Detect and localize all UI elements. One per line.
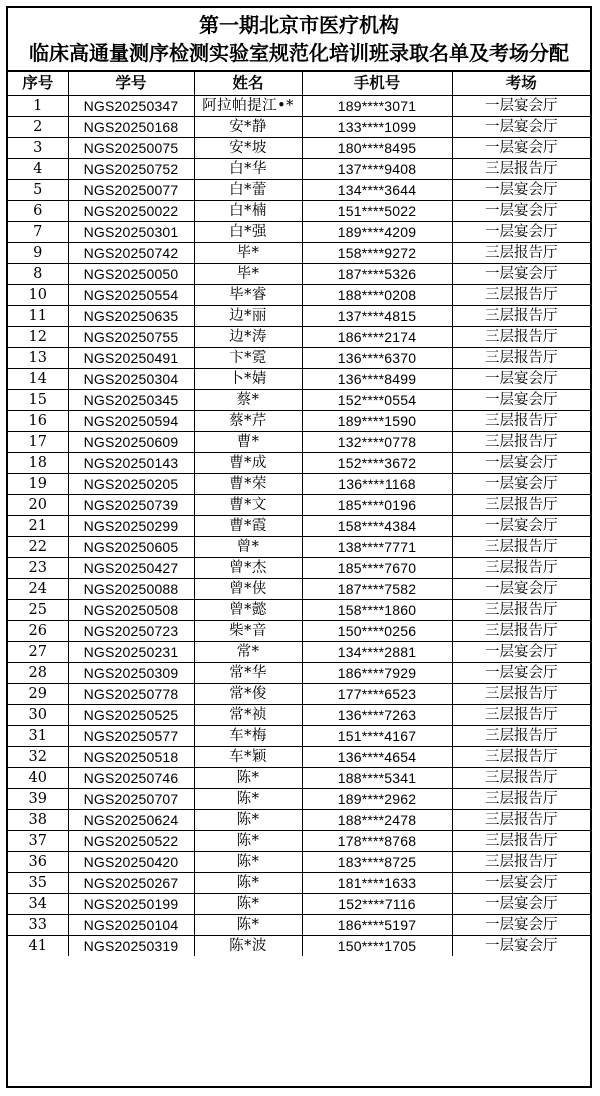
cell-name: 陈* <box>194 809 302 830</box>
cell-student-id: NGS20250319 <box>68 935 194 956</box>
cell-student-id: NGS20250723 <box>68 620 194 641</box>
cell-phone: 177****6523 <box>302 683 452 704</box>
cell-no: 40 <box>8 767 68 788</box>
cell-phone: 185****0196 <box>302 494 452 515</box>
table-row <box>8 452 590 473</box>
cell-no: 34 <box>8 893 68 914</box>
cell-name: 白*蕾 <box>194 179 302 200</box>
table-row <box>8 536 590 557</box>
cell-no: 23 <box>8 557 68 578</box>
cell-no: 7 <box>8 221 68 242</box>
table-row <box>8 389 590 410</box>
cell-no: 31 <box>8 725 68 746</box>
cell-student-id: NGS20250577 <box>68 725 194 746</box>
cell-student-id: NGS20250522 <box>68 830 194 851</box>
cell-no: 27 <box>8 641 68 662</box>
cell-phone: 158****4384 <box>302 515 452 536</box>
cell-phone: 136****7263 <box>302 704 452 725</box>
cell-room: 三层报告厅 <box>452 431 590 452</box>
cell-name: 曹*文 <box>194 494 302 515</box>
cell-student-id: NGS20250605 <box>68 536 194 557</box>
cell-no: 2 <box>8 116 68 137</box>
table-row <box>8 767 590 788</box>
cell-room: 一层宴会厅 <box>452 872 590 893</box>
cell-phone: 158****9272 <box>302 242 452 263</box>
cell-no: 28 <box>8 662 68 683</box>
cell-student-id: NGS20250420 <box>68 851 194 872</box>
cell-room: 三层报告厅 <box>452 725 590 746</box>
table-row <box>8 200 590 221</box>
table-row <box>8 347 590 368</box>
cell-room: 一层宴会厅 <box>452 578 590 599</box>
cell-no: 24 <box>8 578 68 599</box>
cell-name: 常* <box>194 641 302 662</box>
cell-name: 边*丽 <box>194 305 302 326</box>
title-line-2: 临床高通量测序检测实验室规范化培训班录取名单及考场分配 <box>29 41 569 65</box>
cell-no: 10 <box>8 284 68 305</box>
cell-student-id: NGS20250508 <box>68 599 194 620</box>
table-row <box>8 620 590 641</box>
table-row <box>8 326 590 347</box>
cell-phone: 186****2174 <box>302 326 452 347</box>
cell-no: 32 <box>8 746 68 767</box>
cell-name: 柴*音 <box>194 620 302 641</box>
cell-room: 一层宴会厅 <box>452 515 590 536</box>
table-row <box>8 95 590 116</box>
cell-phone: 150****1705 <box>302 935 452 956</box>
cell-room: 三层报告厅 <box>452 830 590 851</box>
cell-name: 边*涛 <box>194 326 302 347</box>
cell-room: 三层报告厅 <box>452 284 590 305</box>
cell-room: 三层报告厅 <box>452 599 590 620</box>
cell-student-id: NGS20250077 <box>68 179 194 200</box>
cell-phone: 137****4815 <box>302 305 452 326</box>
cell-no: 3 <box>8 137 68 158</box>
cell-phone: 136****6370 <box>302 347 452 368</box>
cell-no: 5 <box>8 179 68 200</box>
cell-room: 三层报告厅 <box>452 704 590 725</box>
cell-no: 8 <box>8 263 68 284</box>
table-row <box>8 410 590 431</box>
cell-phone: 132****0778 <box>302 431 452 452</box>
cell-name: 白*强 <box>194 221 302 242</box>
cell-phone: 152****0554 <box>302 389 452 410</box>
cell-student-id: NGS20250299 <box>68 515 194 536</box>
table-row <box>8 263 590 284</box>
cell-name: 毕*睿 <box>194 284 302 305</box>
table-row <box>8 893 590 914</box>
cell-name: 常*祯 <box>194 704 302 725</box>
cell-phone: 185****7670 <box>302 557 452 578</box>
cell-phone: 188****2478 <box>302 809 452 830</box>
header-name: 姓名 <box>194 72 302 95</box>
cell-student-id: NGS20250143 <box>68 452 194 473</box>
cell-student-id: NGS20250594 <box>68 410 194 431</box>
cell-no: 17 <box>8 431 68 452</box>
cell-name: 白*华 <box>194 158 302 179</box>
header-phone: 手机号 <box>302 72 452 95</box>
cell-phone: 150****0256 <box>302 620 452 641</box>
cell-student-id: NGS20250525 <box>68 704 194 725</box>
cell-room: 一层宴会厅 <box>452 893 590 914</box>
cell-no: 39 <box>8 788 68 809</box>
cell-room: 三层报告厅 <box>452 557 590 578</box>
cell-room: 三层报告厅 <box>452 851 590 872</box>
roster-sheet <box>6 6 592 1088</box>
cell-student-id: NGS20250635 <box>68 305 194 326</box>
table-row <box>8 641 590 662</box>
cell-no: 36 <box>8 851 68 872</box>
table-row <box>8 788 590 809</box>
cell-name: 车*梅 <box>194 725 302 746</box>
cell-room: 三层报告厅 <box>452 620 590 641</box>
cell-no: 19 <box>8 473 68 494</box>
header-student-id: 学号 <box>68 72 194 95</box>
cell-phone: 181****1633 <box>302 872 452 893</box>
cell-name: 陈* <box>194 830 302 851</box>
cell-phone: 133****1099 <box>302 116 452 137</box>
table-row <box>8 599 590 620</box>
cell-room: 一层宴会厅 <box>452 389 590 410</box>
cell-student-id: NGS20250050 <box>68 263 194 284</box>
cell-student-id: NGS20250752 <box>68 158 194 179</box>
cell-room: 三层报告厅 <box>452 158 590 179</box>
cell-room: 一层宴会厅 <box>452 263 590 284</box>
cell-room: 一层宴会厅 <box>452 116 590 137</box>
cell-name: 曾* <box>194 536 302 557</box>
table-row <box>8 578 590 599</box>
cell-phone: 189****1590 <box>302 410 452 431</box>
cell-student-id: NGS20250304 <box>68 368 194 389</box>
table-row <box>8 914 590 935</box>
cell-name: 曹*霞 <box>194 515 302 536</box>
cell-student-id: NGS20250267 <box>68 872 194 893</box>
title-line-1: 第一期北京市医疗机构 <box>199 13 399 37</box>
cell-no: 14 <box>8 368 68 389</box>
cell-phone: 187****5326 <box>302 263 452 284</box>
cell-room: 三层报告厅 <box>452 326 590 347</box>
cell-name: 曹*荣 <box>194 473 302 494</box>
cell-student-id: NGS20250309 <box>68 662 194 683</box>
cell-no: 29 <box>8 683 68 704</box>
cell-room: 一层宴会厅 <box>452 452 590 473</box>
cell-phone: 158****1860 <box>302 599 452 620</box>
cell-room: 三层报告厅 <box>452 746 590 767</box>
cell-student-id: NGS20250231 <box>68 641 194 662</box>
cell-no: 25 <box>8 599 68 620</box>
table-row <box>8 830 590 851</box>
table-row <box>8 809 590 830</box>
cell-student-id: NGS20250491 <box>68 347 194 368</box>
cell-phone: 151****4167 <box>302 725 452 746</box>
table-row <box>8 242 590 263</box>
cell-student-id: NGS20250624 <box>68 809 194 830</box>
cell-no: 37 <box>8 830 68 851</box>
table-row <box>8 515 590 536</box>
cell-room: 一层宴会厅 <box>452 473 590 494</box>
cell-name: 毕* <box>194 242 302 263</box>
cell-phone: 189****2962 <box>302 788 452 809</box>
table-row <box>8 704 590 725</box>
table-row <box>8 935 590 956</box>
cell-room: 一层宴会厅 <box>452 368 590 389</box>
cell-no: 26 <box>8 620 68 641</box>
table-row <box>8 116 590 137</box>
cell-student-id: NGS20250427 <box>68 557 194 578</box>
cell-no: 35 <box>8 872 68 893</box>
cell-name: 陈* <box>194 893 302 914</box>
document-title <box>8 8 590 72</box>
cell-room: 一层宴会厅 <box>452 200 590 221</box>
table-row <box>8 473 590 494</box>
cell-phone: 134****2881 <box>302 641 452 662</box>
cell-no: 4 <box>8 158 68 179</box>
cell-no: 9 <box>8 242 68 263</box>
table-row <box>8 284 590 305</box>
cell-name: 卞*霓 <box>194 347 302 368</box>
cell-room: 三层报告厅 <box>452 494 590 515</box>
cell-phone: 152****7116 <box>302 893 452 914</box>
cell-room: 一层宴会厅 <box>485 937 558 954</box>
table-row <box>8 179 590 200</box>
cell-no: 6 <box>8 200 68 221</box>
header-room: 考场 <box>452 72 590 95</box>
table-body <box>8 95 590 956</box>
cell-no: 11 <box>8 305 68 326</box>
cell-student-id: NGS20250755 <box>68 326 194 347</box>
table-row <box>8 725 590 746</box>
cell-student-id: NGS20250199 <box>68 893 194 914</box>
cell-phone: 180****8495 <box>302 137 452 158</box>
cell-name: 曾*杰 <box>194 557 302 578</box>
cell-student-id: NGS20250778 <box>68 683 194 704</box>
cell-student-id: NGS20250022 <box>68 200 194 221</box>
cell-student-id: NGS20250518 <box>68 746 194 767</box>
cell-name: 陈* <box>194 767 302 788</box>
cell-phone: 152****3672 <box>302 452 452 473</box>
cell-no: 20 <box>8 494 68 515</box>
cell-phone: 189****4209 <box>302 221 452 242</box>
cell-name: 陈* <box>194 872 302 893</box>
table-row <box>8 683 590 704</box>
cell-student-id: NGS20250347 <box>68 95 194 116</box>
cell-no: 30 <box>8 704 68 725</box>
cell-phone: 186****7929 <box>302 662 452 683</box>
cell-room: 一层宴会厅 <box>452 137 590 158</box>
cell-no: 16 <box>8 410 68 431</box>
table-row <box>8 431 590 452</box>
cell-name: 曾*侠 <box>194 578 302 599</box>
cell-no: 12 <box>8 326 68 347</box>
cell-room: 三层报告厅 <box>452 305 590 326</box>
cell-no: 38 <box>8 809 68 830</box>
cell-room: 一层宴会厅 <box>452 179 590 200</box>
cell-phone: 151****5022 <box>302 200 452 221</box>
cell-student-id: NGS20250088 <box>68 578 194 599</box>
cell-name: 常*俊 <box>194 683 302 704</box>
cell-student-id: NGS20250345 <box>68 389 194 410</box>
cell-room: 一层宴会厅 <box>452 221 590 242</box>
cell-phone: 187****7582 <box>302 578 452 599</box>
cell-name: 常*华 <box>194 662 302 683</box>
cell-room: 一层宴会厅 <box>452 641 590 662</box>
cell-name: 阿拉帕提江•* <box>194 95 302 116</box>
cell-student-id: NGS20250554 <box>68 284 194 305</box>
cell-phone: 188****5341 <box>302 767 452 788</box>
table-row <box>8 851 590 872</box>
cell-name: 陈* <box>194 914 302 935</box>
cell-phone: 137****9408 <box>302 158 452 179</box>
cell-student-id: NGS20250609 <box>68 431 194 452</box>
table-header-row <box>8 72 590 95</box>
table-row <box>8 746 590 767</box>
cell-phone: 136****1168 <box>302 473 452 494</box>
cell-room: 三层报告厅 <box>452 410 590 431</box>
cell-no: 41 <box>8 935 68 956</box>
cell-room: 一层宴会厅 <box>452 914 590 935</box>
cell-room: 三层报告厅 <box>452 536 590 557</box>
cell-no: 22 <box>8 536 68 557</box>
cell-no: 33 <box>8 914 68 935</box>
cell-name: 卜*婧 <box>194 368 302 389</box>
cell-student-id: NGS20250168 <box>68 116 194 137</box>
cell-room: 三层报告厅 <box>452 809 590 830</box>
table-row <box>8 305 590 326</box>
cell-name: 安*坡 <box>194 137 302 158</box>
table-row <box>8 221 590 242</box>
cell-name: 陈* <box>194 788 302 809</box>
cell-name: 毕* <box>194 263 302 284</box>
cell-phone: 136****8499 <box>302 368 452 389</box>
cell-no: 21 <box>8 515 68 536</box>
cell-student-id: NGS20250075 <box>68 137 194 158</box>
cell-name: 白*楠 <box>194 200 302 221</box>
cell-room: 一层宴会厅 <box>452 95 590 116</box>
cell-name: 蔡* <box>194 389 302 410</box>
cell-phone: 134****3644 <box>302 179 452 200</box>
cell-room: 三层报告厅 <box>452 347 590 368</box>
cell-phone: 189****3071 <box>302 95 452 116</box>
header-no: 序号 <box>8 72 68 95</box>
cell-no: 1 <box>8 95 68 116</box>
cell-phone: 188****0208 <box>302 284 452 305</box>
cell-room: 三层报告厅 <box>452 683 590 704</box>
table-row <box>8 494 590 515</box>
roster-table <box>8 72 590 956</box>
cell-room: 三层报告厅 <box>452 242 590 263</box>
cell-name: 曹* <box>194 431 302 452</box>
cell-phone: 136****4654 <box>302 746 452 767</box>
cell-no: 18 <box>8 452 68 473</box>
cell-student-id: NGS20250301 <box>68 221 194 242</box>
cell-phone: 178****8768 <box>302 830 452 851</box>
table-row <box>8 872 590 893</box>
cell-student-id: NGS20250205 <box>68 473 194 494</box>
cell-no: 13 <box>8 347 68 368</box>
cell-room: 三层报告厅 <box>452 788 590 809</box>
cell-name: 陈*波 <box>194 935 302 956</box>
cell-student-id: NGS20250742 <box>68 242 194 263</box>
cell-no: 15 <box>8 389 68 410</box>
table-row <box>8 137 590 158</box>
cell-room: 一层宴会厅 <box>452 662 590 683</box>
cell-phone: 186****5197 <box>302 914 452 935</box>
cell-name: 车*颖 <box>194 746 302 767</box>
cell-phone: 183****8725 <box>302 851 452 872</box>
cell-student-id: NGS20250746 <box>68 767 194 788</box>
cell-name: 安*静 <box>194 116 302 137</box>
cell-room: 三层报告厅 <box>452 767 590 788</box>
cell-name: 曹*成 <box>194 452 302 473</box>
cell-phone: 138****7771 <box>302 536 452 557</box>
cell-student-id: NGS20250739 <box>68 494 194 515</box>
table-row <box>8 158 590 179</box>
cell-student-id: NGS20250707 <box>68 788 194 809</box>
cell-name: 陈* <box>194 851 302 872</box>
cell-name: 曾*懿 <box>194 599 302 620</box>
cell-student-id: NGS20250104 <box>68 914 194 935</box>
table-row <box>8 557 590 578</box>
cell-name: 蔡*芹 <box>194 410 302 431</box>
table-row <box>8 662 590 683</box>
table-row <box>8 368 590 389</box>
